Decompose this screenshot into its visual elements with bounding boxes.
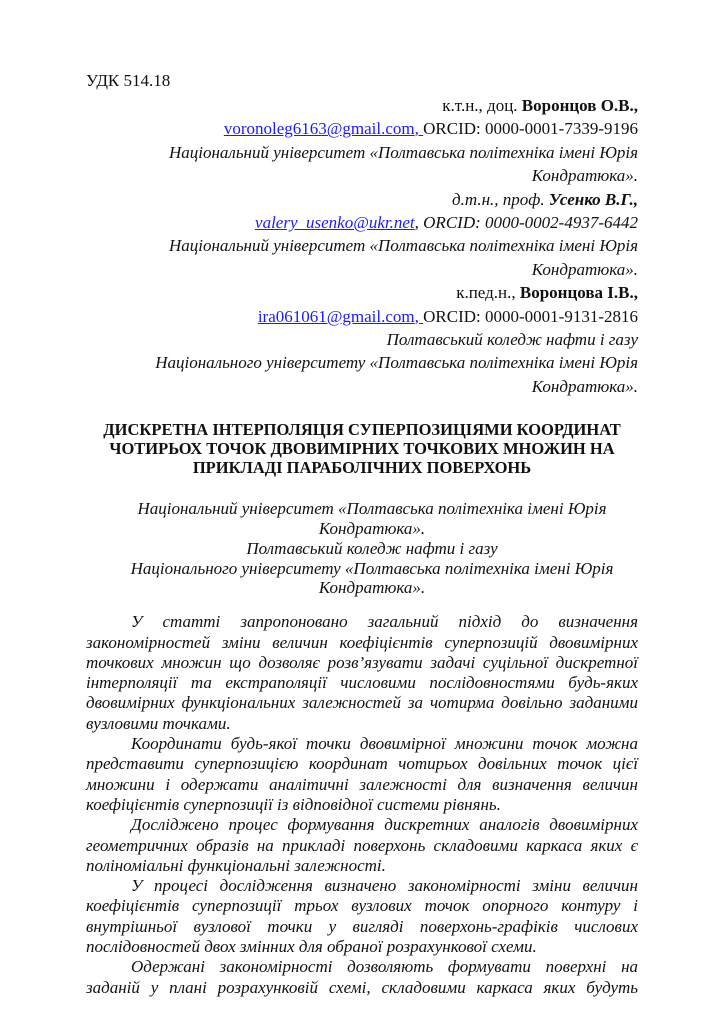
author-name: Воронцов О.В., (521, 96, 638, 115)
author-affiliation: Полтавський коледж нафти і газу (386, 330, 638, 350)
affiliation-line: Кондратюка». (318, 519, 426, 539)
author-affiliation: Кондратюка». (531, 166, 638, 186)
udk-code: УДК 514.18 (86, 71, 171, 90)
affiliation-line: Національний університет «Полтавська політехніка імені Юрія (137, 499, 607, 519)
affiliations (86, 499, 638, 598)
abstract-paragraph: У статті запропоновано загальний підхід до визначення закономірностей зміни величин коефіцієнтів суперпозицій двовимірних точкових множин що дозволяє розв’язувати задачі суцільної дискретної інтерполяції та екстраполяції числовими послідовностями будь-яких двовимірних функціональних залежностей за чотирма довільно заданими вузловими точками. (86, 612, 638, 733)
author-affiliation: Національний університет «Полтавська політехніка імені Юрія (168, 142, 638, 162)
document-page (86, 70, 638, 998)
author-email-link[interactable]: ira061061@gmail.com (257, 306, 415, 326)
author-email-link[interactable]: valery_usenko@ukr.net (255, 213, 415, 233)
title-line: ДИСКРЕТНА ІНТЕРПОЛЯЦІЯ СУПЕРПОЗИЦІЯМИ КООРДИНАТ (103, 420, 621, 440)
author-name: Воронцова І.В., (519, 283, 638, 303)
author-email-link[interactable]: voronoleg6163@gmail.com (223, 119, 415, 139)
author-block-1 (86, 94, 638, 188)
author-affiliation: Національного університету «Полтавська політехніка імені Юрія (155, 353, 638, 373)
abstract-paragraph: Координати будь-якої точки двовимірної множини точок можна представити суперпозицією координат чотирьох довільних точок цієї множини і одержати аналітичні залежності для визначення величин коефіцієнтів суперпозиції із відповідної системи рівнянь. (86, 734, 638, 814)
affiliation-line: Полтавський коледж нафти і газу (246, 538, 498, 558)
abstract (86, 612, 638, 998)
author-degree: д.т.н., проф. (452, 189, 549, 209)
comma: , (414, 306, 424, 326)
author-affiliation: Кондратюка». (531, 376, 638, 396)
author-block-3 (86, 281, 638, 398)
title-line: ПРИКЛАДІ ПАРАБОЛІЧНИХ ПОВЕРХОНЬ (192, 458, 532, 478)
author-degree: к.пед.н., (456, 283, 520, 303)
title-line: ЧОТИРЬОХ ТОЧОК ДВОВИМІРНИХ ТОЧКОВИХ МНОЖИН НА (109, 439, 615, 459)
abstract-paragraph: Досліджено процес формування дискретних аналогів двовимірних геометричних образів на прикладі поверхонь складовими каркаса яких є поліноміальні функціональні залежності. (86, 815, 638, 875)
affiliation-line: Кондратюка». (318, 578, 426, 598)
abstract-paragraph: Одержані закономірності дозволяють формувати поверхні на заданій у плані розрахунковій схемі, складовими каркаса яких будуть (86, 957, 638, 997)
article-title (86, 420, 638, 477)
abstract-paragraph: У процесі дослідження визначено закономірності зміни величин коефіцієнтів суперпозиції трьох вузлових точок опорного контуру і внутрішньої вузлової точки у вигляді поверхонь-графіків числових послідовностей двох змінних для обраної розрахункової схеми. (86, 876, 638, 957)
affiliation-line: Національного університету «Полтавська політехніка імені Юрія (130, 558, 614, 578)
author-name: Усенко В.Г., (548, 189, 638, 209)
author-block-2: д.т.н., проф. Усенко В.Г., valery_usenko@ukr.net, ORCID: 0000-0002-4937-6442 Національний університет «Полтавська політехніка імені Юрія Кондратюка». (86, 188, 638, 282)
author-degree: к.т.н., доц. (442, 96, 522, 115)
author-orcid: ORCID: 0000-0002-4937-6442 (423, 213, 638, 233)
author-affiliation: Кондратюка». (531, 259, 638, 279)
author-orcid: ORCID: 0000-0001-9131-2816 (423, 306, 638, 326)
author-affiliation: Національний університет «Полтавська політехніка імені Юрія (168, 236, 638, 256)
comma: , (414, 119, 424, 139)
author-orcid: ORCID: 0000-0001-7339-9196 (423, 119, 638, 139)
